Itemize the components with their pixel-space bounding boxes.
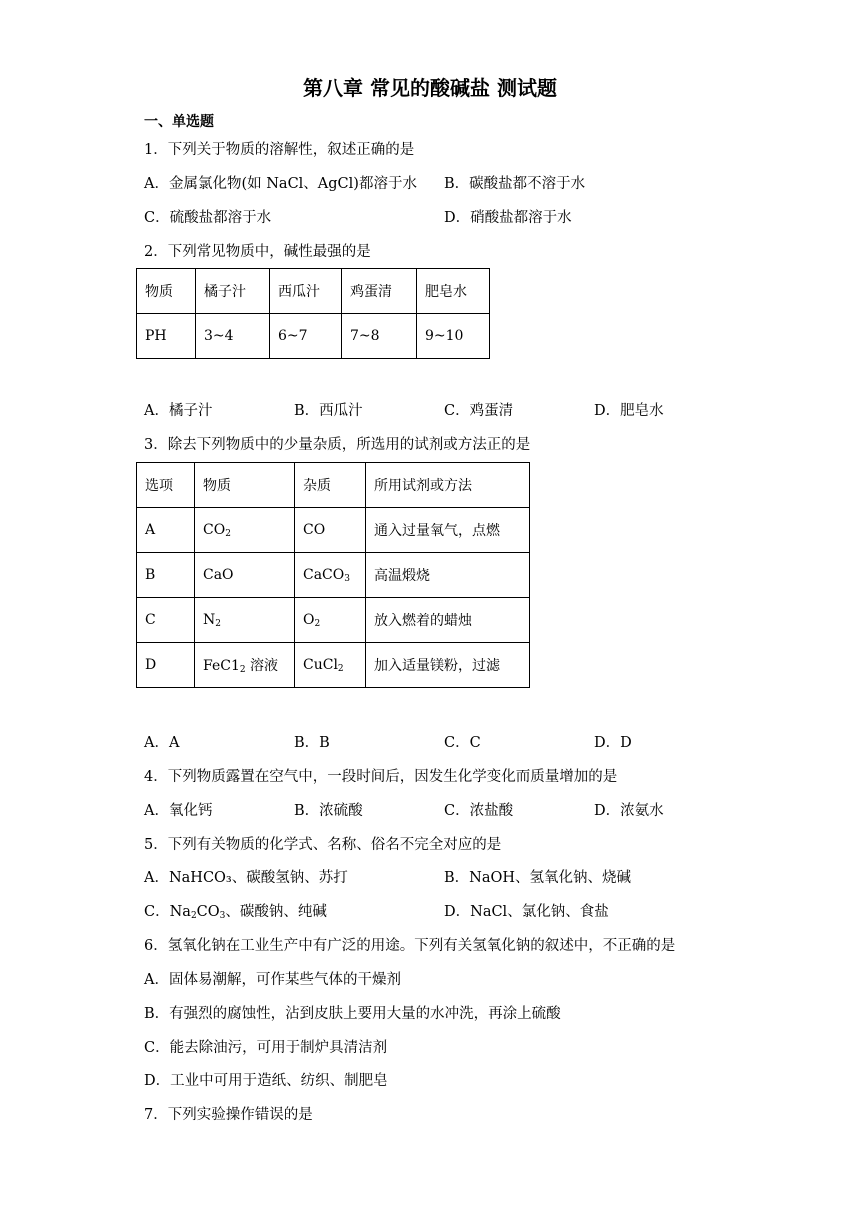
table-cell: 放入燃着的蜡烛 xyxy=(366,598,530,643)
table-cell: 高温煅烧 xyxy=(366,553,530,598)
question-1-option-d[interactable]: D．硝酸盐都溶于水 xyxy=(444,210,572,226)
table-cell: D xyxy=(137,643,195,688)
question-4-stem: 4．下列物质露置在空气中，一段时间后，因发生化学变化而质量增加的是 xyxy=(144,769,618,785)
question-1-option-c[interactable]: C．硫酸盐都溶于水 xyxy=(144,210,272,226)
table-cell xyxy=(295,643,366,688)
question-6-option-d[interactable]: D．工业中可用于造纸、纺织、制肥皂 xyxy=(144,1073,388,1089)
question-3-stem: 3．除去下列物质中的少量杂质，所选用的试剂或方法正的是 xyxy=(144,437,531,453)
question-5-option-c[interactable] xyxy=(144,903,327,921)
question-1-stem: 1．下列关于物质的溶解性，叙述正确的是 xyxy=(144,142,415,158)
table-cell: 7~8 xyxy=(342,314,417,359)
table-cell: 9~10 xyxy=(417,314,490,359)
option-text: C．Na xyxy=(144,904,191,920)
table-cell: 物质 xyxy=(137,269,196,314)
question-6-option-c[interactable]: C．能去除油污，可用于制炉具清洁剂 xyxy=(144,1040,388,1056)
option-text: 、碳酸钠、纯碱 xyxy=(225,904,327,920)
table-cell: 西瓜汁 xyxy=(270,269,342,314)
formula: CaCO xyxy=(303,567,345,583)
question-5-stem: 5．下列有关物质的化学式、名称、俗名不完全对应的是 xyxy=(144,837,502,853)
table-cell: 通入过量氧气，点燃 xyxy=(366,508,530,553)
question-3-option-c[interactable]: C．C xyxy=(444,735,481,751)
table-row xyxy=(137,463,530,508)
subscript: 2 xyxy=(239,665,246,675)
subscript: 2 xyxy=(314,619,321,629)
page-title: 第八章 常见的酸碱盐 测试题 xyxy=(303,76,557,100)
table-row xyxy=(137,553,530,598)
formula: O xyxy=(303,612,315,628)
table-cell: 所用试剂或方法 xyxy=(366,463,530,508)
question-5-option-d[interactable]: D．NaCl、氯化钠、食盐 xyxy=(444,904,609,920)
table-cell xyxy=(195,643,295,688)
subscript: 2 xyxy=(225,529,231,539)
subscript: 2 xyxy=(190,911,197,921)
subscript: 3 xyxy=(344,574,350,584)
impurity-table xyxy=(136,462,530,688)
section-heading: 一、单选题 xyxy=(144,114,214,130)
table-cell: 选项 xyxy=(137,463,195,508)
table-cell: 鸡蛋清 xyxy=(342,269,417,314)
subscript: 3 xyxy=(219,911,226,921)
question-4-option-b[interactable]: B．浓硫酸 xyxy=(294,803,363,819)
formula: CuCl xyxy=(303,657,338,673)
table-cell: B xyxy=(137,553,195,598)
table-cell: PH xyxy=(137,314,196,359)
formula-suffix: 溶液 xyxy=(245,658,279,674)
question-5-option-b[interactable]: B．NaOH、氢氧化钠、烧碱 xyxy=(444,870,632,886)
table-cell: 肥皂水 xyxy=(417,269,490,314)
question-7-stem: 7．下列实验操作错误的是 xyxy=(144,1107,313,1123)
question-2-option-c[interactable]: C．鸡蛋清 xyxy=(444,403,514,419)
question-3-option-a[interactable]: A．A xyxy=(144,735,180,751)
option-text: CO xyxy=(196,904,220,920)
question-1-option-b[interactable]: B．碳酸盐都不溶于水 xyxy=(444,176,586,192)
formula: CO xyxy=(203,522,226,538)
question-4-option-d[interactable]: D．浓氨水 xyxy=(594,803,664,819)
table-cell: A xyxy=(137,508,195,553)
table-cell xyxy=(195,508,295,553)
table-cell xyxy=(295,598,366,643)
subscript: 2 xyxy=(215,619,221,629)
table-row xyxy=(137,508,530,553)
table-cell: 加入适量镁粉，过滤 xyxy=(366,643,530,688)
question-6-stem: 6．氢氧化钠在工业生产中有广泛的用途。下列有关氢氧化钠的叙述中，不正确的是 xyxy=(144,938,676,954)
question-3-option-b[interactable]: B．B xyxy=(294,735,330,751)
table-cell: CaO xyxy=(195,553,295,598)
table-cell: C xyxy=(137,598,195,643)
formula: N xyxy=(203,612,216,628)
question-6-option-b[interactable]: B．有强烈的腐蚀性，沾到皮肤上要用大量的水冲洗，再涂上硫酸 xyxy=(144,1006,561,1022)
table-cell: 6~7 xyxy=(270,314,342,359)
ph-table xyxy=(136,268,490,359)
question-2-option-a[interactable]: A．橘子汁 xyxy=(144,403,213,419)
question-5-option-a[interactable]: A．NaHCO₃、碳酸氢钠、苏打 xyxy=(144,870,348,886)
table-cell: 橘子汁 xyxy=(196,269,270,314)
formula: FeC1 xyxy=(203,658,240,674)
question-2-option-b[interactable]: B．西瓜汁 xyxy=(294,403,363,419)
table-cell xyxy=(295,553,366,598)
question-2-stem: 2．下列常见物质中，碱性最强的是 xyxy=(144,244,371,260)
table-row xyxy=(137,598,530,643)
question-3-option-d[interactable]: D．D xyxy=(594,735,632,751)
table-row xyxy=(137,643,530,688)
question-4-option-c[interactable]: C．浓盐酸 xyxy=(444,803,514,819)
table-cell xyxy=(195,598,295,643)
question-6-option-a[interactable]: A．固体易潮解，可作某些气体的干燥剂 xyxy=(144,972,401,988)
table-cell: 物质 xyxy=(195,463,295,508)
table-row xyxy=(137,314,490,359)
question-1-option-a[interactable]: A．金属氯化物(如 NaCl、AgCl)都溶于水 xyxy=(144,176,417,192)
question-2-option-d[interactable]: D．肥皂水 xyxy=(594,403,664,419)
question-4-option-a[interactable]: A．氧化钙 xyxy=(144,803,213,819)
subscript: 2 xyxy=(337,664,344,674)
table-cell: 3~4 xyxy=(196,314,270,359)
table-cell: 杂质 xyxy=(295,463,366,508)
table-row xyxy=(137,269,490,314)
table-cell: CO xyxy=(295,508,366,553)
